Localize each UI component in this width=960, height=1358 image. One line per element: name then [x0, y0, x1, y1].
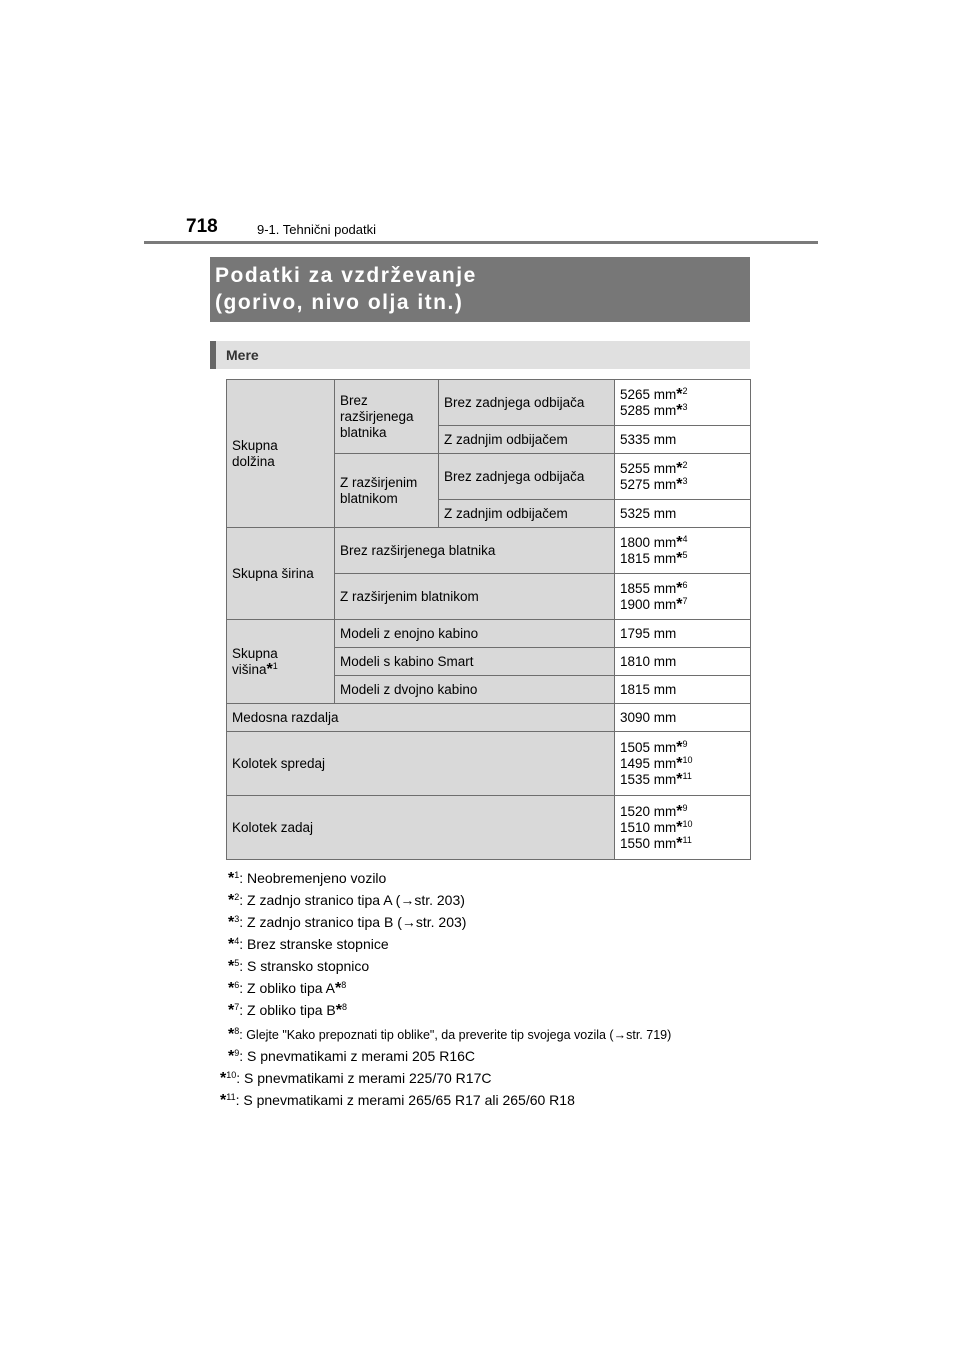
asterisk-mark: *: [676, 818, 683, 836]
value-text: 1550 mm: [620, 835, 677, 851]
page-number: 718: [186, 216, 218, 237]
asterisk-mark: *: [228, 936, 235, 953]
footnote-ref: 3: [682, 475, 688, 486]
asterisk-mark: *: [228, 892, 235, 909]
cell-skupna-dolzina: [227, 380, 335, 528]
cell-label: Medosna razdalja: [227, 704, 615, 732]
cell-text: [232, 662, 329, 678]
asterisk-mark: *: [335, 1002, 342, 1019]
footnote-ref: 9: [682, 802, 688, 813]
footnote-text: : S pnevmatikami z merami 205 R16C: [239, 1048, 476, 1064]
value-line: [620, 772, 745, 788]
value-text: 5255 mm: [620, 460, 677, 476]
cell-value: [615, 732, 751, 796]
dimensions-table: [226, 379, 751, 860]
asterisk-mark: *: [228, 870, 235, 887]
value-line: [620, 581, 745, 597]
subsection-header: [210, 341, 750, 369]
asterisk-mark: *: [228, 1002, 235, 1019]
cell-label: Modeli z enojno kabino: [335, 620, 615, 648]
footnote-text: : Brez stranske stopnice: [239, 936, 389, 952]
footnote: [228, 1002, 347, 1020]
cell-label: Kolotek zadaj: [227, 796, 615, 860]
cell-label: Brez zadnjega odbijača: [439, 380, 615, 426]
cell-text: Skupna: [232, 437, 278, 453]
asterisk-mark: *: [676, 401, 683, 419]
value-line: [620, 756, 745, 772]
footnote-number: 3: [234, 914, 240, 924]
asterisk-mark: *: [220, 1092, 227, 1109]
page-title-line2: (gorivo, nivo olja itn.): [215, 291, 464, 314]
value-line: [620, 804, 745, 820]
footnote-ref: 11: [682, 770, 692, 781]
cell-text: Skupna: [232, 645, 278, 661]
asterisk-mark: *: [228, 1048, 235, 1065]
footnote: [228, 958, 369, 976]
footnote-number: 6: [234, 980, 240, 990]
asterisk-mark: *: [676, 770, 683, 788]
asterisk-mark: *: [228, 914, 235, 931]
footnote-number: 7: [234, 1002, 240, 1012]
cell-label: Z zadnjim odbijačem: [439, 500, 615, 528]
footnote-number: 1: [234, 870, 240, 880]
footnote-number: 10: [226, 1070, 237, 1080]
asterisk-mark: *: [220, 1070, 227, 1087]
cell-value: [615, 528, 751, 574]
label-text: višina: [232, 661, 267, 677]
footnote-text: : S pnevmatikami z merami 225/70 R17C: [236, 1070, 492, 1086]
footnote-ref: 2: [682, 459, 688, 470]
value-text: 1495 mm: [620, 755, 677, 771]
footnote: [228, 980, 346, 998]
table-row: [227, 380, 751, 426]
footnote-ref: 4: [682, 533, 688, 544]
cell-skupna-visina: [227, 620, 335, 704]
footnote-ref: 1: [272, 660, 278, 671]
footnote-text: : Z obliko tipa B: [239, 1002, 336, 1018]
cell-value: [615, 796, 751, 860]
table-row: [227, 732, 751, 796]
value-text: 1505 mm: [620, 739, 677, 755]
footnote-text: : Neobremenjeno vozilo: [239, 870, 387, 886]
asterisk-mark: *: [676, 754, 683, 772]
footnote-ref: 2: [682, 385, 688, 396]
cell-label: Brez zadnjega odbijača: [439, 454, 615, 500]
value-line: [620, 403, 745, 419]
cell-value: 5325 mm: [615, 500, 751, 528]
table-row: [227, 796, 751, 860]
asterisk-mark: *: [228, 980, 235, 997]
cell-value: 1795 mm: [615, 620, 751, 648]
value-line: [620, 820, 745, 836]
footnote-ref: 8: [341, 1002, 347, 1012]
footnote: [228, 1026, 671, 1044]
footnote: [228, 892, 465, 910]
value-text: 1855 mm: [620, 580, 677, 596]
page-title: [210, 257, 750, 322]
footnote: [228, 870, 386, 888]
footnote: [228, 936, 389, 954]
cell-z-blatnikom: [335, 454, 439, 528]
footnote-ref: 10: [682, 818, 693, 829]
cell-brez-blatnika: [335, 380, 439, 454]
value-text: 1520 mm: [620, 803, 677, 819]
footnote-number: 8: [234, 1026, 240, 1036]
footnote-number: 4: [234, 936, 240, 946]
value-text: 5285 mm: [620, 402, 677, 418]
value-line: [620, 597, 745, 613]
cell-text: blatnika: [340, 424, 387, 440]
footnote: [220, 1092, 575, 1110]
cell-label: Brez razširjenega blatnika: [335, 528, 615, 574]
asterisk-mark: *: [266, 660, 273, 678]
footnote-ref: 11: [682, 834, 692, 845]
footnote-text: : Glejte "Kako prepoznati tip oblike", da preverite tip svojega vozila (→str. 719): [239, 1028, 672, 1042]
cell-value: [615, 380, 751, 426]
asterisk-mark: *: [676, 385, 683, 403]
footnote-number: 9: [234, 1048, 240, 1058]
value-text: 1900 mm: [620, 596, 677, 612]
table-row: [227, 528, 751, 574]
value-line: [620, 551, 745, 567]
cell-text: Z razširjenim: [340, 474, 418, 490]
cell-value: 5335 mm: [615, 426, 751, 454]
value-line: [620, 740, 745, 756]
asterisk-mark: *: [676, 549, 683, 567]
cell-value: 3090 mm: [615, 704, 751, 732]
asterisk-mark: *: [676, 595, 683, 613]
cell-label: Modeli s kabino Smart: [335, 648, 615, 676]
footnote-text: : S stransko stopnico: [239, 958, 370, 974]
page-title-line1: Podatki za vzdrževanje: [215, 264, 477, 287]
cell-value: [615, 454, 751, 500]
footnote-text: : S pnevmatikami z merami 265/65 R17 ali 265/60 R18: [235, 1092, 575, 1108]
footnote-ref: 10: [682, 754, 693, 765]
cell-text: blatnikom: [340, 490, 398, 506]
asterisk-mark: *: [676, 834, 683, 852]
footnote-ref: 9: [682, 738, 688, 749]
footnote-ref: 5: [682, 549, 688, 560]
section-title: 9-1. Tehnični podatki: [257, 222, 377, 237]
footnote-text: : Z zadnjo stranico tipa B (→str. 203): [239, 914, 467, 930]
cell-label: Kolotek spredaj: [227, 732, 615, 796]
asterisk-mark: *: [676, 475, 683, 493]
asterisk-mark: *: [676, 459, 683, 477]
footnote-ref: 6: [682, 579, 688, 590]
cell-text: dolžina: [232, 453, 275, 469]
footnote: [228, 1048, 475, 1066]
asterisk-mark: *: [676, 738, 683, 756]
footnote-number: 2: [234, 892, 240, 902]
footnote-text: : Z zadnjo stranico tipa A (→str. 203): [239, 892, 465, 908]
asterisk-mark: *: [334, 980, 342, 997]
footnote-ref: 7: [682, 595, 688, 606]
cell-value: 1810 mm: [615, 648, 751, 676]
cell-skupna-sirina: Skupna širina: [227, 528, 335, 620]
table-row: [227, 704, 751, 732]
value-text: 1800 mm: [620, 534, 677, 550]
header-rule: [144, 241, 818, 244]
footnote: [220, 1070, 491, 1088]
footnote-text: : Z obliko tipa A: [239, 980, 335, 996]
footnote: [228, 914, 466, 932]
cell-value: 1815 mm: [615, 676, 751, 704]
value-text: 1510 mm: [620, 819, 677, 835]
footnote-ref: 8: [341, 980, 347, 990]
table-row: [227, 620, 751, 648]
subsection-title: Mere: [226, 347, 259, 363]
footnote-number: 11: [226, 1092, 236, 1102]
footnote-ref: 3: [682, 401, 688, 412]
asterisk-mark: *: [676, 579, 683, 597]
value-line: [620, 387, 745, 403]
value-text: 1535 mm: [620, 771, 677, 787]
value-line: [620, 535, 745, 551]
cell-value: [615, 574, 751, 620]
asterisk-mark: *: [228, 958, 235, 975]
cell-text: razširjenega: [340, 408, 414, 424]
value-text: 5265 mm: [620, 386, 677, 402]
footnote-number: 5: [234, 958, 240, 968]
value-text: 1815 mm: [620, 550, 677, 566]
value-line: [620, 477, 745, 493]
cell-label: Modeli z dvojno kabino: [335, 676, 615, 704]
asterisk-mark: *: [676, 802, 683, 820]
cell-label: Z zadnjim odbijačem: [439, 426, 615, 454]
value-line: [620, 836, 745, 852]
asterisk-mark: *: [228, 1026, 235, 1043]
value-text: 5275 mm: [620, 476, 677, 492]
value-line: [620, 461, 745, 477]
asterisk-mark: *: [676, 533, 683, 551]
cell-label: Z razširjenim blatnikom: [335, 574, 615, 620]
cell-text: Brez: [340, 392, 368, 408]
